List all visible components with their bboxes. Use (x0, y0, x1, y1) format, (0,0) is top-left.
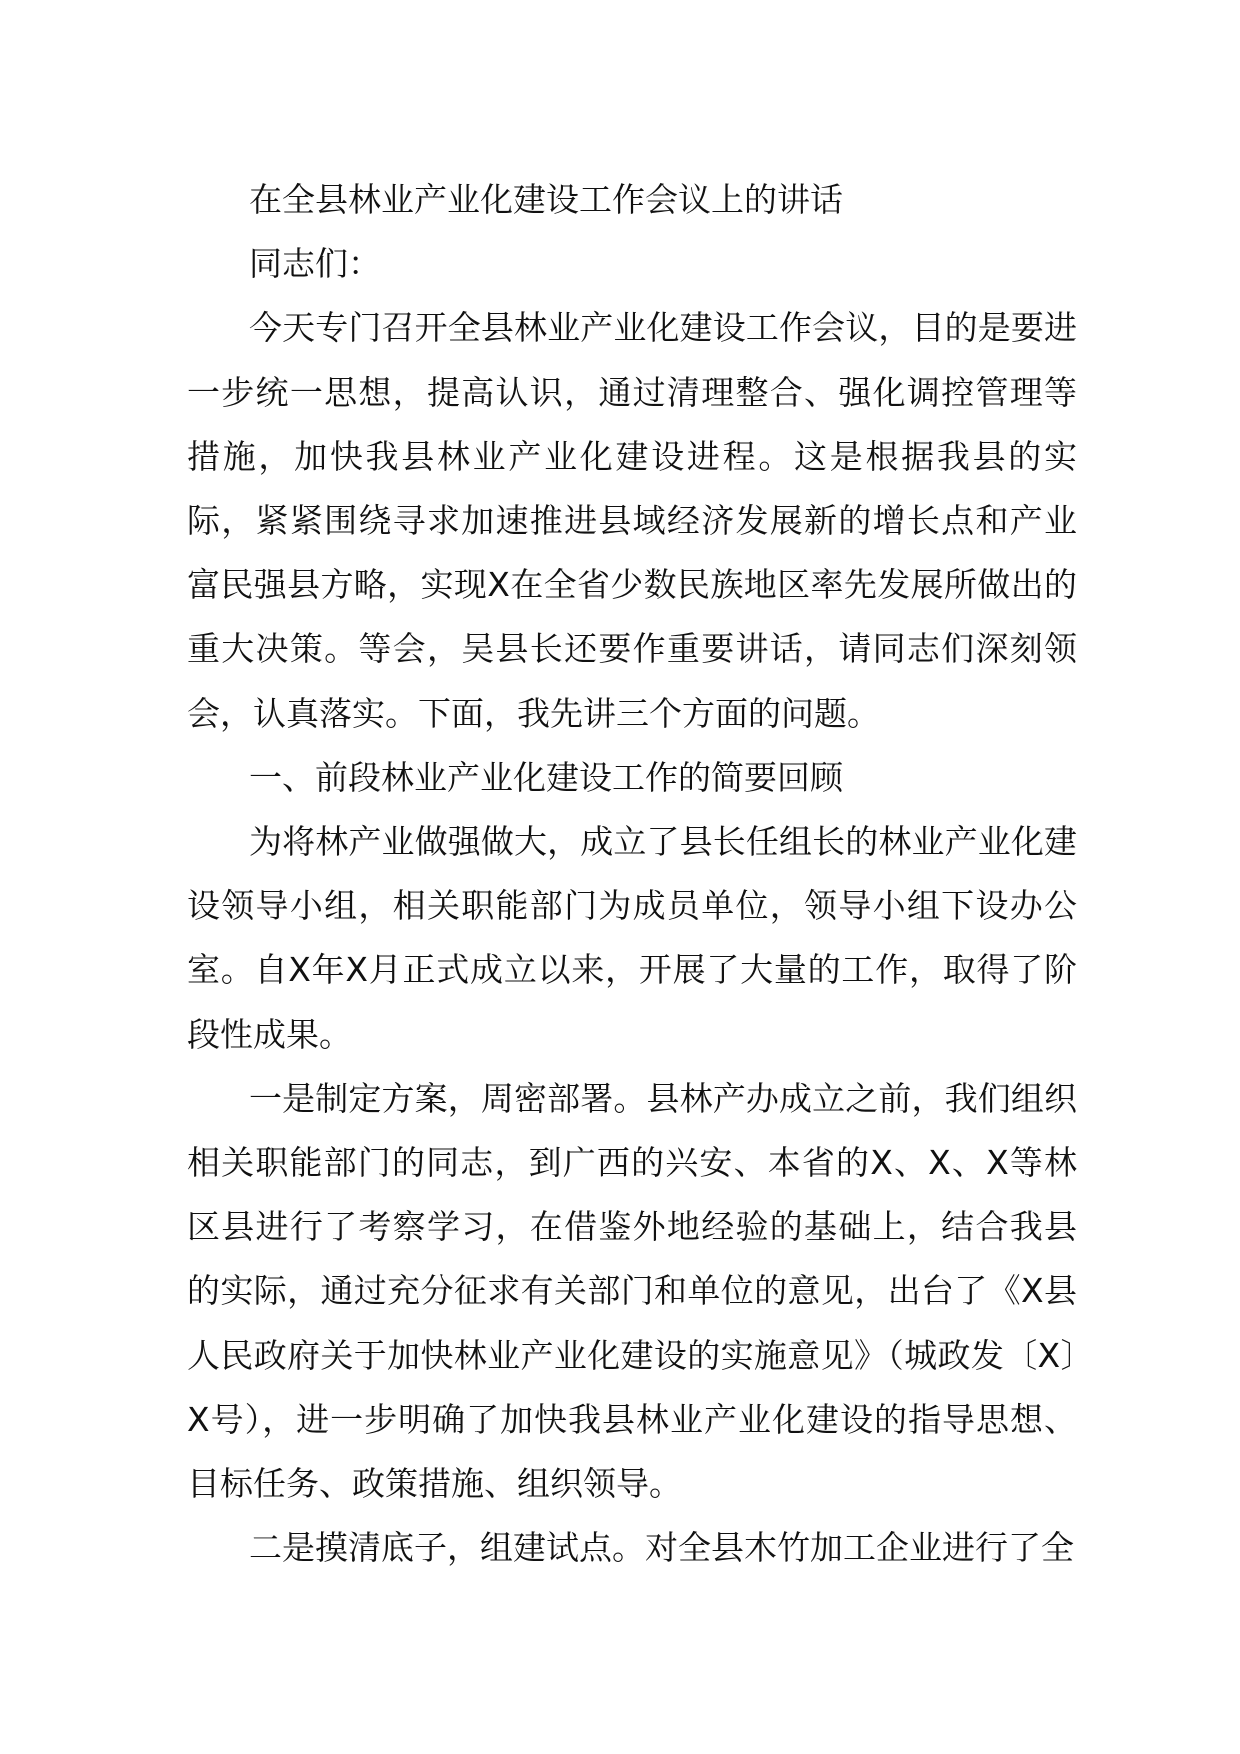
salutation: 同志们： (249, 244, 381, 284)
speech-title: 在全县林业产业化建设工作会议上的讲话 (249, 180, 843, 219)
document-body (187, 168, 1077, 1580)
section-heading-1: 一、前段林业产业化建设工作的简要回顾 (249, 757, 843, 797)
paragraph-opening: 今天专门召开全县林业产业化建设工作会议，目的是要进一步统一思想，提高认识，通过清理整合、强化调控管理等措施，加快我县林业产业化建设进程。这是根据我县的实际，紧紧围绕寻求加速推进县域经济发展新的增长点和产业富民强县方略，实现X在全省少数民族地区率先发展所做出的重大决策。等会，吴县长还要作重要讲话，请同志们深刻领会，认真落实。下面，我先讲三个方面的问题。 (187, 308, 1077, 733)
paragraph-point-2: 二是摸清底子，组建试点。对全县木竹加工企业进行了全 (249, 1528, 1074, 1568)
paragraph-review: 为将林产业做强做大，成立了县长任组长的林业产业化建设领导小组，相关职能部门为成员单位，领导小组下设办公室。自X年X月正式成立以来，开展了大量的工作，取得了阶段性成果。 (187, 822, 1077, 1054)
paragraph-point-1: 一是制定方案，周密部署。县林产办成立之前，我们组织相关职能部门的同志，到广西的兴安、本省的X、X、X等林区县进行了考察学习，在借鉴外地经验的基础上，结合我县的实际，通过充分征求有关部门和单位的意见，出台了《X县人民政府关于加快林业产业化建设的实施意见》（城政发〔X〕X号），进一步明确了加快我县林业产业化建设的指导思想、目标任务、政策措施、组织领导。 (187, 1078, 1077, 1504)
